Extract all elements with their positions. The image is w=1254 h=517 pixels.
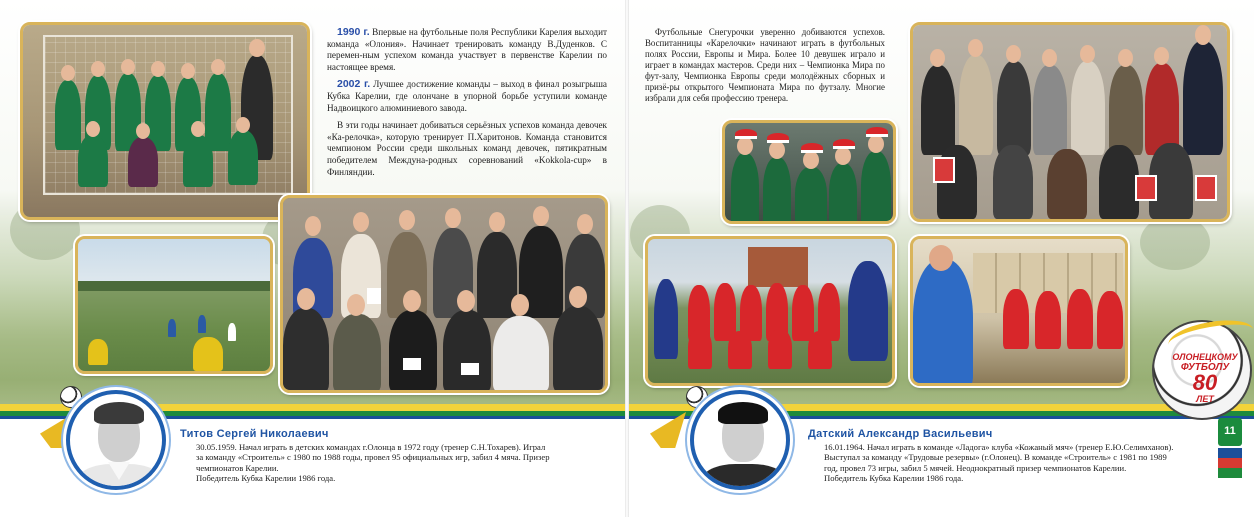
bio-line: за команду «Строитель» с 1980 по 1988 годы, провел 95 официальных игр, забил 4 мяча. Призер [196, 452, 550, 463]
player-name-titov: Титов Сергей Николаевич [180, 428, 329, 440]
year-2002: 2002 г. [337, 78, 371, 91]
avatar-titov [66, 390, 166, 490]
bio-line: 16.01.1964. Начал играть в команде «Ладога» клуба «Кожаный мяч» (тренер Е.Ю.Селимханов). [824, 442, 1174, 452]
paragraph-karelochka [327, 120, 607, 178]
player-bio-datsky [824, 442, 1173, 484]
bio-line: чемпионатов Карелии. [196, 462, 279, 473]
year-1990: 1990 г. [337, 26, 370, 38]
bio-line: 30.05.1959. Начал играть в детских командах г.Олонца в 1972 году (тренер С.Н.Тохарев). Играл [196, 442, 546, 452]
bio-line: Победитель Кубка Карелии 1986 года. [824, 473, 964, 484]
flag-icon [1218, 448, 1242, 478]
photo-girls-team [20, 22, 310, 220]
photo-award-ceremony [910, 22, 1230, 222]
history-text-right [645, 27, 885, 110]
paragraph-2002 [327, 79, 607, 114]
bio-line: год, провел 73 игры, забил 5 мячей. Неоднократный призер чемпионатов Карелии. [824, 462, 1127, 473]
photo-red-team-outdoor [645, 236, 895, 386]
logo-line2: ФУТБОЛУ [1180, 362, 1230, 373]
player-bio-titov [196, 442, 550, 484]
page-gutter [625, 0, 629, 517]
paragraph-1990 [327, 27, 607, 73]
bio-line: Победитель Кубка Карелии 1986 года. [196, 473, 336, 484]
paragraph-snow-maidens-text: Футбольные Снегурочки уверенно добиваются успехов. Воспитанницы «Карелочки» начинают играть в футбольных полях России, Европы и Мира. Более 10 девушек играло и играет в командах мастеров. Среди них – Чемпионка Мира по фут-залу, Чемпионка Европы среди молодёжных сборных и призё-ры открытого Чемпионата Мира по футзалу. Многие избрали для себя профессию тренера. [645, 27, 885, 103]
paragraph-snow-maidens [645, 27, 885, 104]
page-number: 11 [1218, 418, 1242, 446]
history-text-left [327, 27, 607, 184]
photo-locker-room [910, 236, 1128, 386]
paragraph-karelochka-text: В эти годы начинает добиваться серьёзных успехов команда девочек «Ка-релочка», которую тренирует П.Харитонов. Команда становится чемпионом России среди школьных команд девочек, пятикратным победителем Междуна-родных соревнований «Kokkola-cup» в Финляндии. [327, 120, 607, 177]
paragraph-2002-text: Лучшее достижение команды – выход в финал розыгрыша Кубка Карелии, где олончане в упорной борьбе уступили команде Надвоицкого алюминиевого завода. [327, 79, 607, 113]
photo-men-team-awards [280, 195, 608, 393]
photo-snow-maidens [722, 120, 896, 224]
bio-line: Выступал за команду «Трудовые резервы» (г.Олонец). В команде «Строитель» с 1981 по 1989 [824, 452, 1167, 463]
paragraph-1990-text: Впервые на футбольные поля Республики Карелия выходит команда «Олония». Начинает тренировать команду В.Дуденков. С перемен-ным успехом команда участвует в первенстве Карелии по настоящее время. [327, 27, 608, 72]
photo-football-field [75, 236, 273, 374]
avatar-datsky [690, 390, 790, 490]
player-name-datsky: Датский Александр Васильевич [808, 428, 993, 440]
logo-line1: ОЛОНЕЦКОМУ [1172, 352, 1238, 362]
logo-line3: ЛЕТ [1196, 394, 1214, 404]
logo-number: 80 [1192, 370, 1218, 395]
tree-right-2 [1140, 215, 1210, 270]
